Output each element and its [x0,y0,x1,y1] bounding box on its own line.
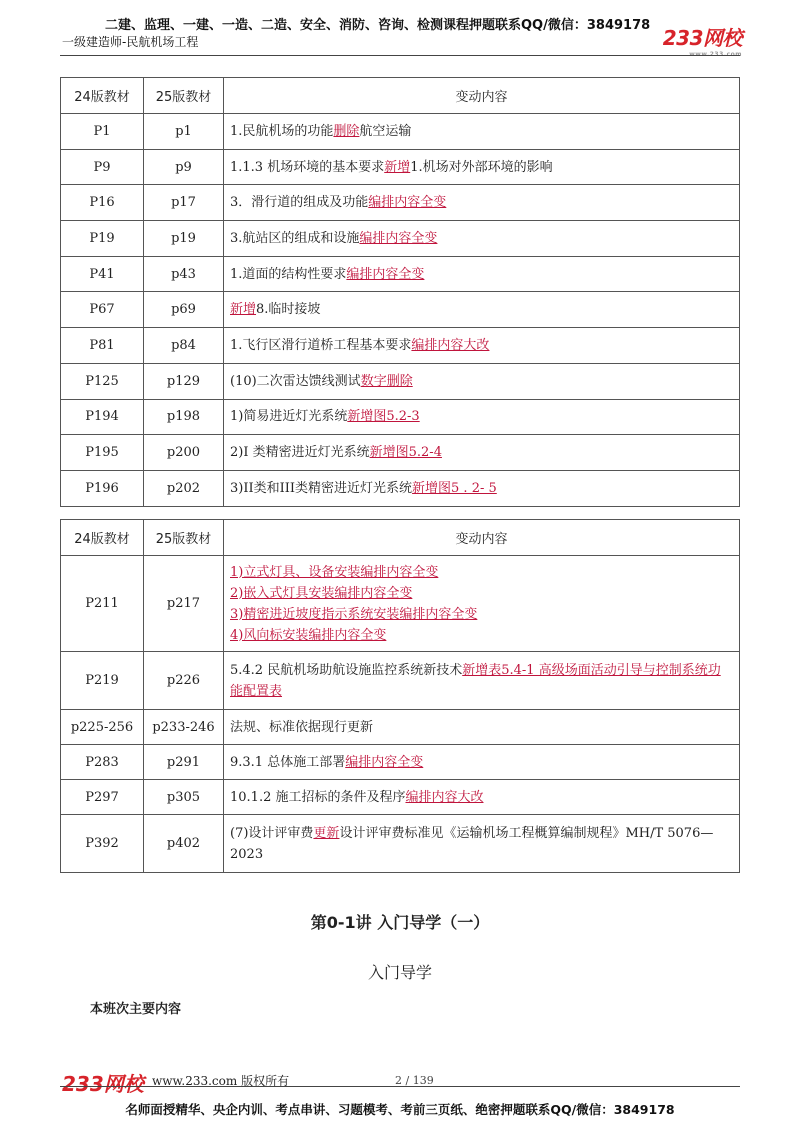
table-row [61,328,740,364]
cell-new-page: p233-246 [144,710,224,745]
table-row [61,745,740,780]
col-header-24: 24版教材 [61,520,144,556]
table-row [61,221,740,257]
cell-old-page: P41 [61,256,144,292]
change-mark: 新增 [384,159,411,175]
cell-new-page: p402 [144,815,224,873]
cell-change [224,149,740,185]
change-text: 1.飞行区滑行道桥工程基本要求 [230,337,412,353]
table-row [61,780,740,815]
footer-ad-text: 名师面授精华、央企内训、考点串讲、习题模考、考前三页纸、绝密押题联系QQ/微信：3849178 [125,1102,675,1117]
change-text: 5.4.2 民航机场助航设施监控系统新技术 [230,662,463,678]
table-row [61,710,740,745]
cell-change [224,328,740,364]
change-mark: 删除 [333,123,360,139]
table-row [61,149,740,185]
cell-new-page: p129 [144,363,224,399]
change-text: 10.1.2 施工招标的条件及程序 [230,789,406,805]
table-row [61,185,740,221]
cell-change [224,652,740,710]
cell-new-page: p84 [144,328,224,364]
cell-old-page: p225-256 [61,710,144,745]
cell-change [224,745,740,780]
table-row [61,435,740,471]
change-text: 1)简易进近灯光系统 [230,409,348,425]
col-header-changes: 变动内容 [224,78,740,114]
change-line: 4)风向标安装编排内容全变 [230,627,387,643]
change-after: 8.临时接坡 [256,302,321,318]
cell-change [224,435,740,471]
header-ad-text: 二建、监理、一建、一造、二造、安全、消防、咨询、检测课程押题联系QQ/微信：3849178 [105,18,651,33]
change-mark: 新增图5.2-3 [347,409,420,425]
cell-new-page: p200 [144,435,224,471]
table-row [61,399,740,435]
cell-new-page: p19 [144,221,224,257]
cell-change: 法规、标准依据现行更新 [224,710,740,745]
cell-old-page: P125 [61,363,144,399]
lecture-title: 第0-1讲 入门导学（一） [310,913,490,932]
cell-old-page: P67 [61,292,144,328]
change-line: 1)立式灯具、设备安装编排内容全变 [230,564,439,580]
change-text: (10)二次雷达馈线测试 [230,373,361,389]
header-divider [60,55,740,56]
change-mark: 编排内容全变 [346,266,425,282]
table-row [61,470,740,506]
change-after: 设计评审费标准见《运输机场工程概算编制规程》MH/T 5076—2023 [230,825,714,862]
cell-new-page: p305 [144,780,224,815]
change-line: 3)精密进近坡度指示系统安装编排内容全变 [230,606,478,622]
table-header-row [61,520,740,556]
cell-new-page: p226 [144,652,224,710]
change-mark: 编排内容全变 [368,195,447,211]
cell-new-page: p69 [144,292,224,328]
change-text: 3.航站区的组成和设施 [230,230,360,246]
change-mark: 编排内容大改 [405,789,484,805]
cell-change [224,780,740,815]
cell-change [224,399,740,435]
cell-old-page: P392 [61,815,144,873]
cell-new-page: p9 [144,149,224,185]
change-mark: 编排内容大改 [411,337,490,353]
table-row [61,556,740,652]
change-mark: 编排内容全变 [345,754,424,770]
cell-change [224,221,740,257]
change-mark: 更新 [313,825,340,841]
cell-new-page: p217 [144,556,224,652]
changes-table-1 [60,77,740,507]
cell-change [224,292,740,328]
table-row [61,815,740,873]
change-text: 1.1.3 机场环境的基本要求 [230,159,385,175]
footer-copyright: www.233.com 版权所有 [152,1074,290,1088]
change-text: 3)II类和III类精密进近灯光系统 [230,480,413,496]
cell-new-page: p43 [144,256,224,292]
change-mark: 新增 [230,302,257,318]
cell-new-page: p198 [144,399,224,435]
cell-old-page: P16 [61,185,144,221]
cell-old-page: P9 [61,149,144,185]
cell-old-page: P211 [61,556,144,652]
change-text: 2)I 类精密进近灯光系统 [230,445,370,461]
change-text: 1.民航机场的功能 [230,123,334,139]
change-line: 2)嵌入式灯具安装编排内容全变 [230,585,413,601]
col-header-24: 24版教材 [61,78,144,114]
change-mark: 编排内容全变 [359,230,438,246]
footer-logo: 233网校 [62,1072,144,1096]
col-header-25: 25版教材 [144,78,224,114]
change-mark: 数字删除 [360,373,413,389]
cell-new-page: p1 [144,114,224,150]
table-header-row [61,78,740,114]
table-row [61,363,740,399]
cell-change [224,114,740,150]
cell-change [224,256,740,292]
brand-logo [663,22,742,58]
cell-old-page: P196 [61,470,144,506]
table-row [61,114,740,150]
cell-old-page: P219 [61,652,144,710]
change-text: 1.道面的结构性要求 [230,266,347,282]
body-text: 本班次主要内容 [90,1002,182,1017]
cell-change [224,815,740,873]
brand-logo-url: www.233.com [689,51,742,58]
cell-old-page: P19 [61,221,144,257]
cell-old-page: P194 [61,399,144,435]
cell-new-page: p291 [144,745,224,780]
page-number: 2 / 139 [395,1074,434,1087]
cell-change [224,363,740,399]
table-row [61,256,740,292]
cell-new-page: p17 [144,185,224,221]
change-mark: 新增图5.2-4 [369,445,442,461]
table-row [61,292,740,328]
cell-old-page: P297 [61,780,144,815]
col-header-25: 25版教材 [144,520,224,556]
change-mark: 新增图5 . 2- 5 [412,480,497,496]
brand-logo-text: 233网校 [662,26,742,50]
cell-change [224,556,740,652]
cell-old-page: P283 [61,745,144,780]
cell-new-page: p202 [144,470,224,506]
cell-old-page: P1 [61,114,144,150]
cell-change [224,185,740,221]
table-row [61,652,740,710]
document-subtitle: 一级建造师-民航机场工程 [62,35,199,49]
cell-old-page: P195 [61,435,144,471]
changes-table-2 [60,519,740,873]
cell-change [224,470,740,506]
change-after: 航空运输 [359,123,412,139]
footer-divider [60,1086,740,1087]
change-text: 3．滑行道的组成及功能 [230,195,369,211]
change-after: 1.机场对外部环境的影响 [410,159,553,175]
cell-old-page: P81 [61,328,144,364]
col-header-changes: 变动内容 [224,520,740,556]
change-text: (7)设计评审费 [230,825,314,841]
change-mark: 新增表5.4-1 高级场面活动引导与控制系统功能配置表 [230,662,721,699]
section-heading: 入门导学 [367,963,432,982]
change-text: 9.3.1 总体施工部署 [230,754,346,770]
